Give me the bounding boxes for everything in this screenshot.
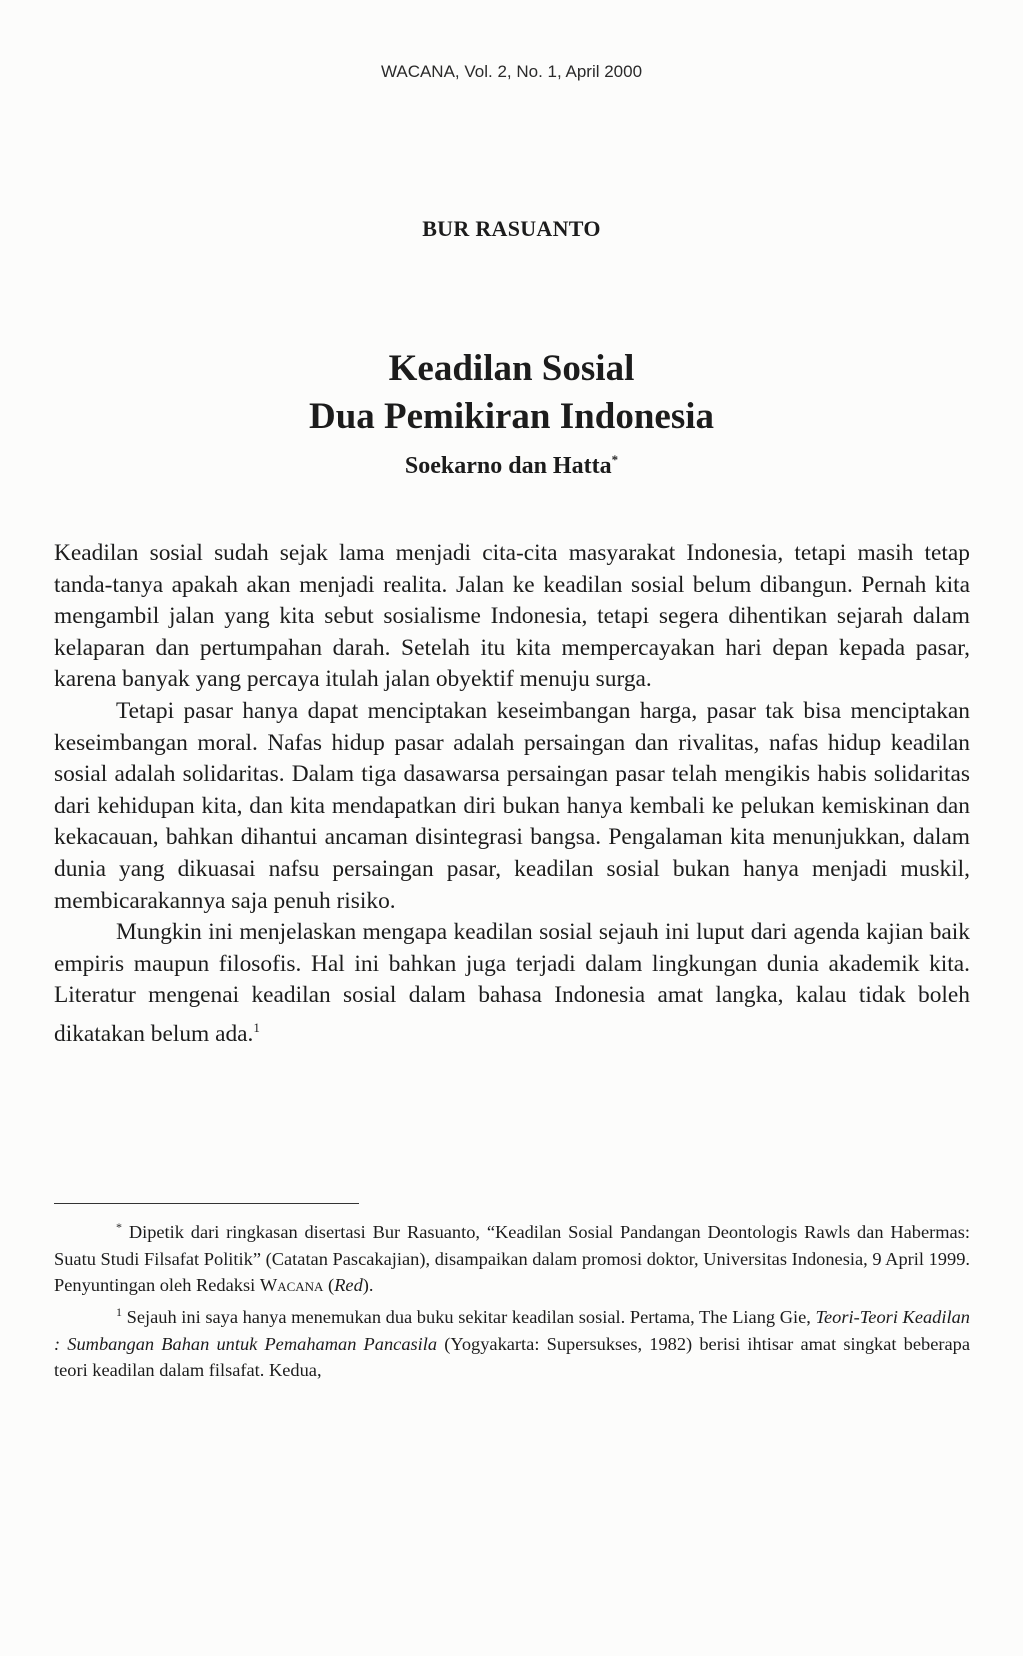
running-header: WACANA, Vol. 2, No. 1, April 2000 [380,62,643,81]
footnote-ref-1: 1 [253,1019,260,1035]
title-line-2: Dua Pemikiran Indonesia [308,396,714,437]
paragraph-3 [54,917,970,1050]
footnote-star-text: Dipetik dari ringkasan disertasi Bur Rasuanto, “Keadilan Sosial Pandangan Deontologis Rawls dan Habermas: Suatu Studi Filsafat Politik” (Catatan Pascakajian), disampaikan dalam promosi doktor, Universitas Indonesia, 9 April 1999. Penyuntingan oleh Redaksi [54,1222,970,1296]
footnote-star-red: Red [334,1275,363,1296]
paragraph-1: Keadilan sosial sudah sejak lama menjadi cita-cita masyarakat Indonesia, tetapi masih tetap tanda-tanya apakah akan menjadi realita. Jalan ke keadilan sosial belum dibangun. Pernah kita mengambil jalan yang kita sebut sosialisme Indonesia, tetapi segera dihentikan sejarah dalam kelaparan dan pertumpahan darah. Setelah itu kita mempercayakan hari depan kepada pasar, karena banyak yang percaya itulah jalan obyektif menuju surga. [54,540,970,693]
footnote-1 [54,1299,970,1384]
paragraph-3-text: Mungkin ini menjelaskan mengapa keadilan sosial sejauh ini luput dari agenda kajian baik empiris maupun filosofis. Hal ini bahkan juga terjadi dalam lingkungan dunia akademik kita. Literatur mengenai keadilan sosial dalam bahasa Indonesia amat langka, kalau tidak boleh dikatakan belum ada. [54,919,970,1047]
footnote-star-mark: * [116,1220,122,1234]
footnote-star: * Dipetik dari ringkasan disertasi Bur Rasuanto, “Keadilan Sosial Pandangan Deontologis Rawls dan Habermas: Suatu Studi Filsafat Politik” (Catatan Pascakajian), disampaikan dalam promosi doktor, Universitas Indonesia, 9 April 1999. Penyuntingan oleh Redaksi Wacana (Red). [54,1220,970,1296]
paragraph-2: Tetapi pasar hanya dapat menciptakan keseimbangan harga, pasar tak bisa menciptakan keseimbangan moral. Nafas hidup pasar adalah persaingan dan rivalitas, nafas hidup keadilan sosial adalah solidaritas. Dalam tiga dasawarsa persaingan pasar telah mengikis habis solidaritas dari kehidupan kita, dan kita mendapatkan diri bukan hanya kembali ke pelukan kemiskinan dan kekacauan, bahkan dihantui ancaman disintegrasi bangsa. Pengalaman kita menunjukkan, dalam dunia yang dikuasai nafsu persaingan pasar, keadilan sosial bukan hanya menjadi muskil, membicarakannya saja penuh risiko. [54,697,970,914]
subtitle [0,443,1023,483]
title-line-1: Keadilan Sosial [388,348,635,389]
footnotes [54,1214,970,1384]
footnote-1-text-a: Sejauh ini saya hanya menemukan dua buku sekitar keadilan sosial. Pertama, The Liang Gie, [126,1307,811,1328]
subtitle-text: Soekarno dan Hatta [404,453,612,479]
footnote-1-mark: 1 [116,1304,122,1319]
author-name: BUR RASUANTO [422,216,601,241]
body-text [54,538,970,1050]
footnote-1-book-title: Teori-Teori Keadilan : Sumbangan Bahan untuk Pemahaman Pancasila [54,1307,970,1354]
footnote-star-journal: Wacana [259,1275,324,1296]
subtitle-footnote-mark: * [611,452,619,467]
footnote-divider [54,1203,359,1204]
title-block [0,345,1023,483]
footnote-1-text-b: (Yogyakarta: Supersukses, 1982) berisi ihtisar amat singkat beberapa teori keadilan dalam filsafat. Kedua, [54,1333,970,1381]
